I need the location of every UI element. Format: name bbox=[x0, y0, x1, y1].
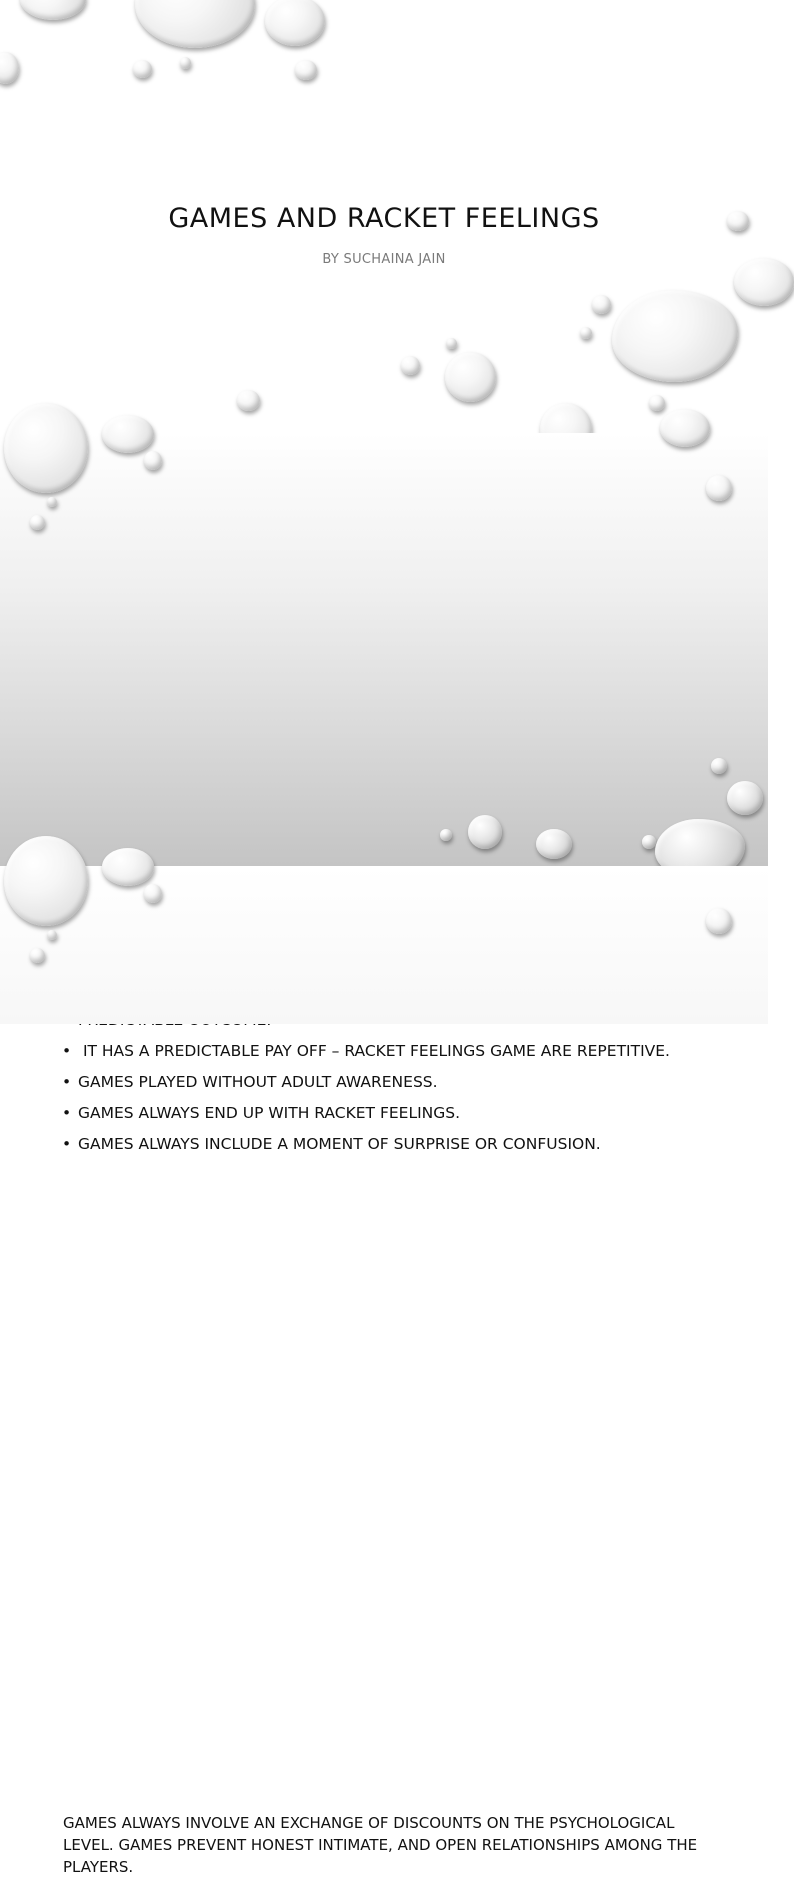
water-drop-decoration bbox=[727, 781, 763, 815]
water-drop-decoration bbox=[580, 327, 592, 339]
water-drop-decoration bbox=[642, 835, 656, 849]
slide-body-text bbox=[63, 1812, 713, 1888]
water-drop-decoration bbox=[30, 515, 45, 530]
presentation-subtitle: BY SUCHAINA JAIN bbox=[322, 252, 446, 267]
water-drop-decoration bbox=[446, 338, 457, 349]
title-slide bbox=[0, 0, 768, 433]
water-drop-decoration bbox=[20, 0, 86, 20]
bullet-icon: • bbox=[62, 1135, 72, 1153]
water-drop-decoration bbox=[711, 758, 727, 774]
water-drop-decoration bbox=[401, 356, 420, 375]
water-drop-decoration bbox=[706, 475, 732, 501]
water-drop-decoration bbox=[133, 60, 152, 78]
water-drop-decoration bbox=[440, 829, 452, 841]
water-drop-decoration bbox=[295, 60, 317, 80]
water-drop-decoration bbox=[445, 352, 496, 402]
list-item: • GAMES PLAYED WITHOUT ADULT AWARENESS. bbox=[62, 1071, 712, 1094]
water-drop-decoration bbox=[468, 815, 502, 849]
water-drop-decoration bbox=[30, 948, 45, 963]
bullet-icon: • bbox=[62, 1042, 72, 1060]
presentation-title: GAMES AND RACKET FEELINGS bbox=[168, 203, 600, 234]
water-drop-decoration bbox=[4, 403, 88, 493]
water-drop-decoration bbox=[592, 295, 611, 314]
water-drop-decoration bbox=[265, 0, 325, 46]
water-drop-decoration bbox=[135, 0, 255, 48]
water-drop-decoration bbox=[536, 829, 572, 859]
water-drop-decoration bbox=[47, 930, 57, 940]
water-drop-decoration bbox=[180, 57, 191, 69]
bullet-icon: • bbox=[62, 1104, 72, 1122]
list-item: • IT HAS A PREDICTABLE PAY OFF – RACKET FEELINGS GAME ARE REPETITIVE. bbox=[62, 1040, 712, 1063]
bullet-icon: • bbox=[62, 1073, 72, 1091]
water-drop-decoration bbox=[649, 395, 665, 411]
body-paragraph: GAMES ALWAYS INVOLVE AN EXCHANGE OF DISCOUNTS ON THE PSYCHOLOGICAL LEVEL. GAMES PREVENT HONEST INTIMATE, AND OPEN RELATIONSHIPS AMONG THE PLAYERS. bbox=[63, 1814, 698, 1876]
water-drop-decoration bbox=[144, 884, 162, 903]
games-slide bbox=[0, 433, 768, 1153]
water-drop-decoration bbox=[706, 908, 732, 934]
water-drop-decoration bbox=[612, 290, 738, 382]
water-drop-decoration bbox=[4, 836, 88, 926]
water-drop-decoration bbox=[0, 52, 19, 84]
water-drop-decoration bbox=[237, 390, 260, 411]
water-drop-decoration bbox=[144, 451, 162, 470]
list-item: • GAMES ALWAYS END UP WITH RACKET FEELINGS. bbox=[62, 1102, 712, 1125]
water-drop-decoration bbox=[102, 415, 154, 453]
water-drop-decoration bbox=[102, 848, 154, 886]
list-item: • GAMES ALWAYS INCLUDE A MOMENT OF SURPRISE OR CONFUSION. bbox=[62, 1133, 712, 1156]
water-drop-decoration bbox=[47, 497, 57, 507]
water-drop-decoration bbox=[660, 409, 710, 447]
